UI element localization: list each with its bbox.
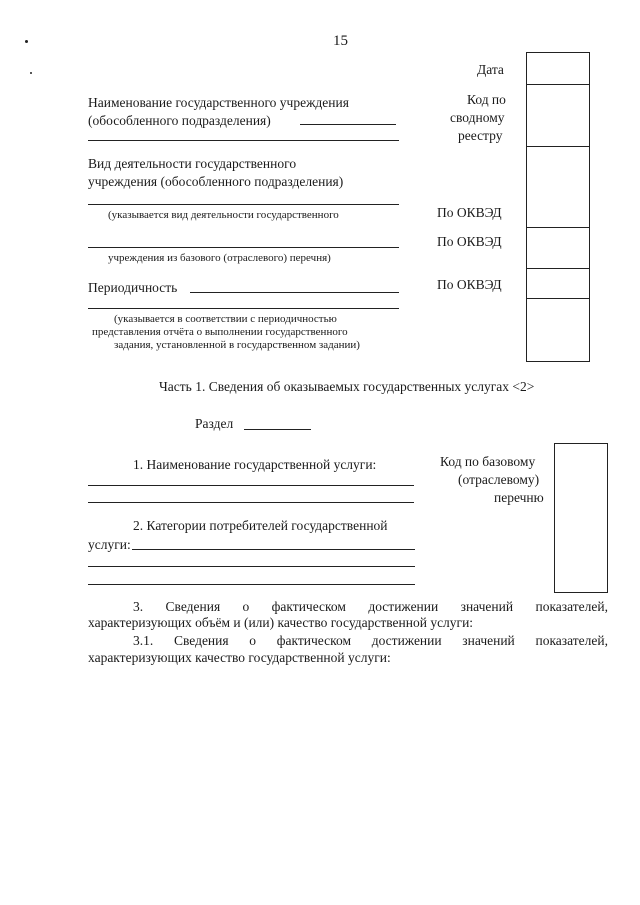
institution-name-label: (обособленного подразделения) xyxy=(88,113,271,128)
activity-field[interactable] xyxy=(88,247,399,248)
categories-field[interactable] xyxy=(132,549,415,550)
base-code-label: (отраслевому) xyxy=(458,472,540,487)
categories-label: 2. Категории потребителей государственной xyxy=(133,518,388,533)
codes-row-divider xyxy=(526,84,589,85)
margin-dot xyxy=(25,40,28,43)
service-name-field[interactable] xyxy=(88,502,414,503)
paragraph-3-line1: 3. Сведения о фактическом достижении значений показателей, xyxy=(133,599,608,614)
activity-field[interactable] xyxy=(88,204,399,205)
codes-row-divider xyxy=(526,298,589,299)
periodicity-label: Периодичность xyxy=(88,280,178,295)
institution-name-label: Наименование государственного учреждения xyxy=(88,95,349,110)
date-label: Дата xyxy=(477,62,504,77)
activity-label: учреждения (обособленного подразделения) xyxy=(88,174,344,189)
periodicity-field[interactable] xyxy=(190,292,399,293)
registry-code-label: сводному xyxy=(450,110,505,125)
codes-row-divider xyxy=(526,146,589,147)
margin-dot xyxy=(30,72,32,74)
okved-label: По ОКВЭД xyxy=(437,277,502,292)
service-name-field[interactable] xyxy=(88,485,414,486)
institution-name-field[interactable] xyxy=(88,140,399,141)
categories-field[interactable] xyxy=(88,584,415,585)
service-name-label: 1. Наименование государственной услуги: xyxy=(133,457,377,472)
periodicity-note: представления отчёта о выполнении государственного xyxy=(92,326,348,338)
institution-name-field[interactable] xyxy=(300,124,396,125)
section-field[interactable] xyxy=(244,429,311,430)
codes-row-divider xyxy=(526,268,589,269)
paragraph-3-line2: характеризующих объём и (или) качество государственной услуги: xyxy=(88,615,474,630)
codes-table xyxy=(526,52,590,362)
registry-code-label: Код по xyxy=(467,92,506,107)
base-code-label: перечню xyxy=(494,490,544,505)
page-number: 15 xyxy=(333,33,348,49)
activity-label: Вид деятельности государственного xyxy=(88,156,297,171)
paragraph-31-line1: 3.1. Сведения о фактическом достижении значений показателей, xyxy=(133,633,608,648)
activity-note: (указывается вид деятельности государственного xyxy=(108,209,339,221)
registry-code-label: реестру xyxy=(458,128,503,143)
categories-field[interactable] xyxy=(88,566,415,567)
periodicity-note: задания, установленной в государственном задании) xyxy=(114,339,360,351)
paragraph-31-line2: характеризующих качество государственной услуги: xyxy=(88,650,391,665)
activity-note: учреждения из базового (отраслевого) перечня) xyxy=(108,252,331,264)
base-code-box[interactable] xyxy=(554,443,608,593)
periodicity-field[interactable] xyxy=(88,308,399,309)
okved-label: По ОКВЭД xyxy=(437,234,502,249)
base-code-label: Код по базовому xyxy=(440,454,536,469)
periodicity-note: (указывается в соответствии с периодичностью xyxy=(114,313,337,325)
okved-label: По ОКВЭД xyxy=(437,205,502,220)
part-title: Часть 1. Сведения об оказываемых государственных услугах <2> xyxy=(159,379,535,394)
codes-row-divider xyxy=(526,227,589,228)
categories-label: услуги: xyxy=(88,537,131,552)
section-label: Раздел xyxy=(195,416,234,431)
